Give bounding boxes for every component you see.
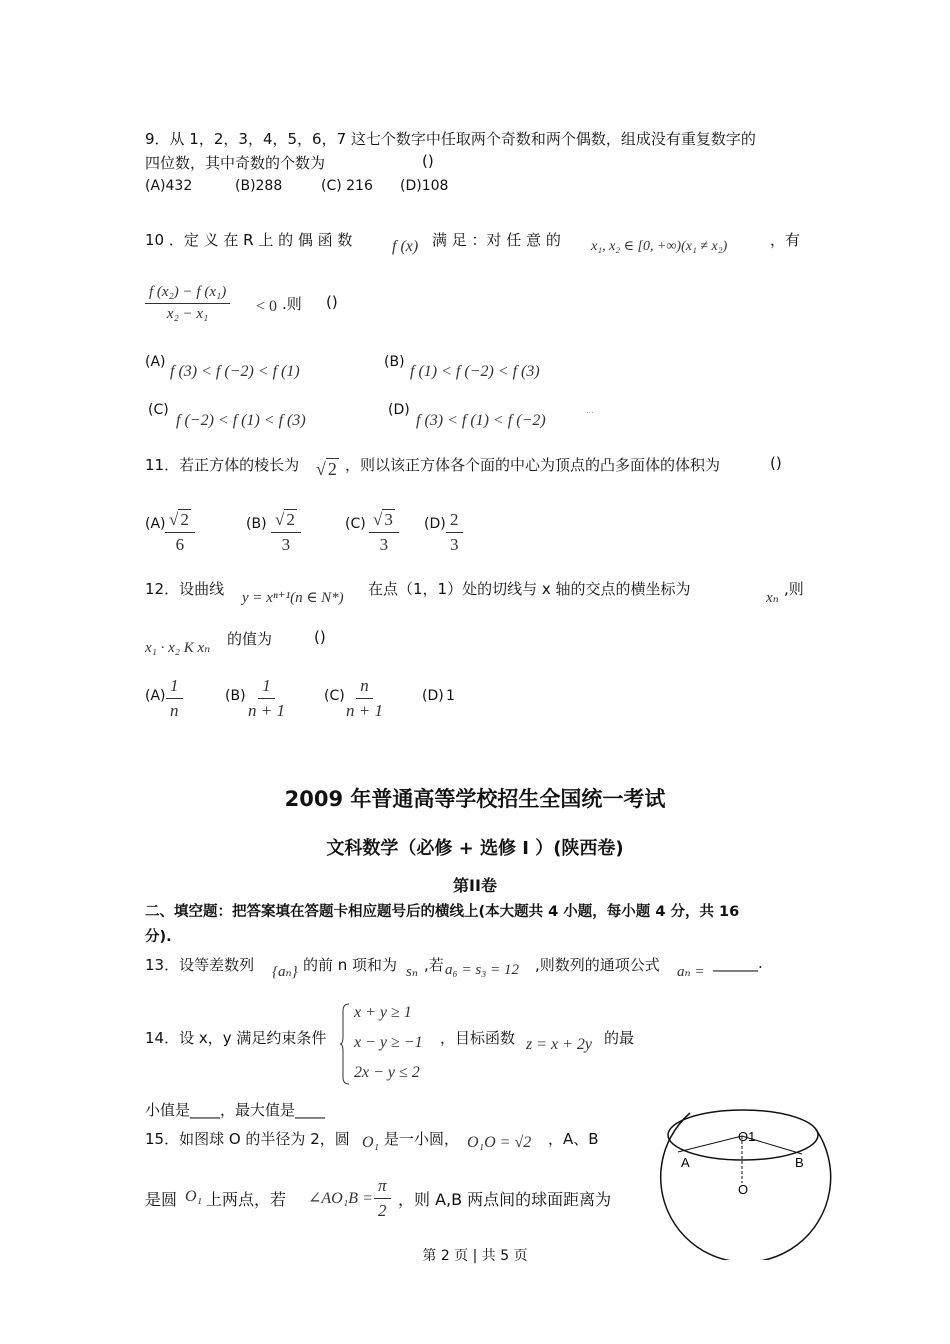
q12-option-c-label: (C)	[324, 688, 345, 704]
q10-option-c-label: (C)	[148, 402, 169, 418]
q10-option-d-expr: f (3) < f (1) < f (−2)	[416, 412, 546, 429]
q11-text1: 11．若正方体的棱长为	[145, 456, 300, 474]
q11-paren: ()	[770, 454, 782, 472]
q13-blank: ______.	[713, 954, 763, 972]
q14-text3: 的最	[604, 1029, 635, 1047]
q10-intro: 10 ．定 义 在 R 上 的 偶 函 数	[145, 231, 353, 249]
q15-text6: ，则 A,B 两点间的球面距离为	[398, 1190, 612, 1209]
q10-option-b-label: (B)	[384, 354, 405, 370]
q12-text2: 在点（1，1）处的切线与 x 轴的交点的横坐标为	[368, 580, 691, 598]
q12-option-d-value: 1	[446, 688, 455, 704]
q13-text1: 13．设等差数列	[145, 956, 255, 974]
q11-option-d-label: (D)	[424, 516, 446, 532]
q13-text4: ,则数列的通项公式	[535, 956, 660, 974]
q15-distance: O₁O = √2	[467, 1134, 532, 1151]
q11-text2: ，则以该正方体各个面的中心为顶点的凸多面体的体积为	[345, 456, 721, 474]
q15-text5: 上两点，若	[206, 1190, 287, 1209]
label-a: A	[681, 1155, 690, 1170]
q11-option-a-frac: $\frac{√ 2}{6}$	[165, 510, 195, 555]
q11-option-b-frac: $\frac{√ 2}{3}$	[271, 510, 301, 555]
q9-option-b: (B)288	[235, 178, 283, 194]
q15-frac-den: 2	[378, 1201, 387, 1220]
q15-angle-frac	[374, 1176, 391, 1221]
q12-text1: 12．设曲线	[145, 580, 225, 598]
q10-paren: ()	[326, 293, 338, 311]
q10-option-b-expr: f (1) < f (−2) < f (3)	[410, 363, 540, 380]
q11-a-num: 2	[180, 510, 189, 529]
q12-b-num: 1	[258, 676, 275, 699]
q9-option-d: (D)108	[400, 178, 449, 194]
q10-condition-fraction	[145, 284, 230, 323]
q12-product: x₁ · x₂ K xₙ	[145, 640, 211, 656]
q12-a-num: 1	[166, 676, 183, 699]
q10-mid: 满 足 ：对 任 意 的	[432, 231, 561, 249]
q13-condition: a₆ = s₃ = 12	[445, 962, 520, 978]
q13-an: aₙ =	[677, 964, 705, 980]
q12-xn: xₙ	[766, 590, 779, 606]
q9-option-a: (A)432	[145, 178, 193, 194]
q11-option-d-frac	[446, 510, 463, 555]
exam-title: 2009 年普通高等学校招生全国统一考试	[284, 787, 666, 811]
label-o1: O1	[738, 1129, 756, 1144]
q15-circle-o1: O₁	[185, 1188, 203, 1205]
page-footer: 第 2 页 | 共 5 页	[422, 1248, 528, 1264]
q11-b-den: 3	[281, 535, 291, 554]
q12-paren: ()	[314, 628, 326, 646]
q12-c-den: n + 1	[346, 701, 383, 720]
q12-curve: y = xⁿ⁺¹(n ∈ N*)	[242, 590, 344, 606]
q10-condition: x₁, x₂ ∈ [0, +∞)(x₁ ≠ x₂)	[591, 239, 728, 254]
q10-frac-denominator: x₂ − x₁	[166, 306, 209, 322]
label-o: O	[738, 1182, 749, 1197]
q15-text2: 是一小圆，	[384, 1130, 460, 1148]
q11-option-c-label: (C)	[345, 516, 366, 532]
q11-d-den: 3	[450, 535, 459, 554]
q10-frac-numerator: f (x₂) − f (x₁)	[145, 284, 230, 304]
q10-option-d-label: (D)	[388, 402, 410, 418]
exam-subtitle: 文科数学（必修 + 选修 I ）(陕西卷)	[326, 838, 624, 859]
label-b: B	[795, 1155, 804, 1170]
q15-text3: ，A、B	[548, 1130, 599, 1148]
q9-option-c: (C) 216	[321, 178, 373, 194]
q12-option-b-label: (B)	[225, 688, 246, 704]
segment-o1-a	[678, 1136, 742, 1152]
q15-o1: O₁	[362, 1134, 380, 1151]
q11-b-num: 2	[286, 510, 295, 529]
q12-text4: 的值为	[227, 630, 273, 648]
q14-constraint-2: x − y ≥ −1	[354, 1034, 423, 1051]
q12-c-num: n	[356, 676, 373, 699]
q11-sqrt-2: √ 2	[316, 459, 337, 479]
q14-line2: 小值是____，最大值是____	[145, 1101, 326, 1119]
q14-constraint-3: 2x − y ≤ 2	[354, 1064, 420, 1081]
q10-option-c-expr: f (−2) < f (1) < f (3)	[176, 412, 306, 429]
q9-line2: 四位数，其中奇数的个数为	[145, 154, 326, 172]
q13-seq: {aₙ}	[272, 964, 298, 980]
q12-b-den: n + 1	[248, 701, 285, 720]
q9-paren: ()	[422, 152, 434, 170]
q10-option-a-expr: f (3) < f (−2) < f (1)	[170, 363, 300, 380]
q13-sn: sₙ	[406, 964, 418, 980]
q11-radicand: 2	[327, 459, 337, 479]
q11-option-c-frac: $\frac{√ 3}{3}$	[369, 510, 399, 555]
q13-text3: ,若	[424, 956, 444, 974]
q15-text1: 15．如图球 O 的半径为 2，圆	[145, 1130, 350, 1148]
q12-text3: ,则	[784, 580, 804, 598]
q11-d-num: 2	[446, 510, 463, 533]
q10-option-a-label: (A)	[145, 354, 166, 370]
q15-text4: 是圆	[145, 1190, 178, 1209]
q14-text2: ，目标函数	[440, 1029, 516, 1047]
q10-fx: f (x)	[392, 238, 419, 255]
section-instructions-line1: 二、填空题：把答案填在答题卡相应题号后的横线上(本大题共 4 小题，每小题 4 分，共 16	[145, 904, 740, 920]
q12-option-c-frac	[346, 676, 383, 721]
q9-line1: 9．从 1，2，3，4，5，6，7 这七个数字中任取两个奇数和两个偶数，组成没有重复数字的	[145, 130, 756, 148]
q12-option-a-label: (A)	[145, 688, 166, 704]
brace-icon	[340, 1003, 350, 1085]
q12-option-a-frac	[166, 676, 183, 721]
q13-text2: 的前 n 项和为	[303, 956, 398, 974]
q10-end: ，有	[770, 231, 801, 249]
q11-c-den: 3	[379, 535, 389, 554]
section-instructions-line2: 分).	[145, 929, 172, 945]
q11-c-num: 3	[384, 510, 393, 529]
q14-constraint-1: x + y ≥ 1	[354, 1004, 412, 1021]
q10-then: .则	[282, 295, 302, 313]
q11-a-den: 6	[175, 535, 185, 554]
q11-option-b-label: (B)	[246, 516, 267, 532]
q10-dots: ...	[586, 406, 594, 415]
q15-angle: ∠AO₁B =	[308, 1190, 373, 1207]
q14-constraint-brace	[340, 1003, 350, 1085]
q11-option-a-label: (A)	[145, 516, 166, 532]
sphere-figure	[650, 1095, 835, 1260]
q10-less-than-zero: < 0	[256, 298, 278, 315]
q14-text1: 14．设 x，y 满足约束条件	[145, 1029, 327, 1047]
q15-frac-num: π	[374, 1176, 391, 1199]
q12-a-den: n	[170, 701, 179, 720]
q12-option-d-label: (D)	[422, 688, 444, 704]
q12-option-b-frac	[248, 676, 285, 721]
q14-objective: z = x + 2y	[526, 1036, 593, 1053]
volume-label: 第II卷	[453, 876, 497, 895]
